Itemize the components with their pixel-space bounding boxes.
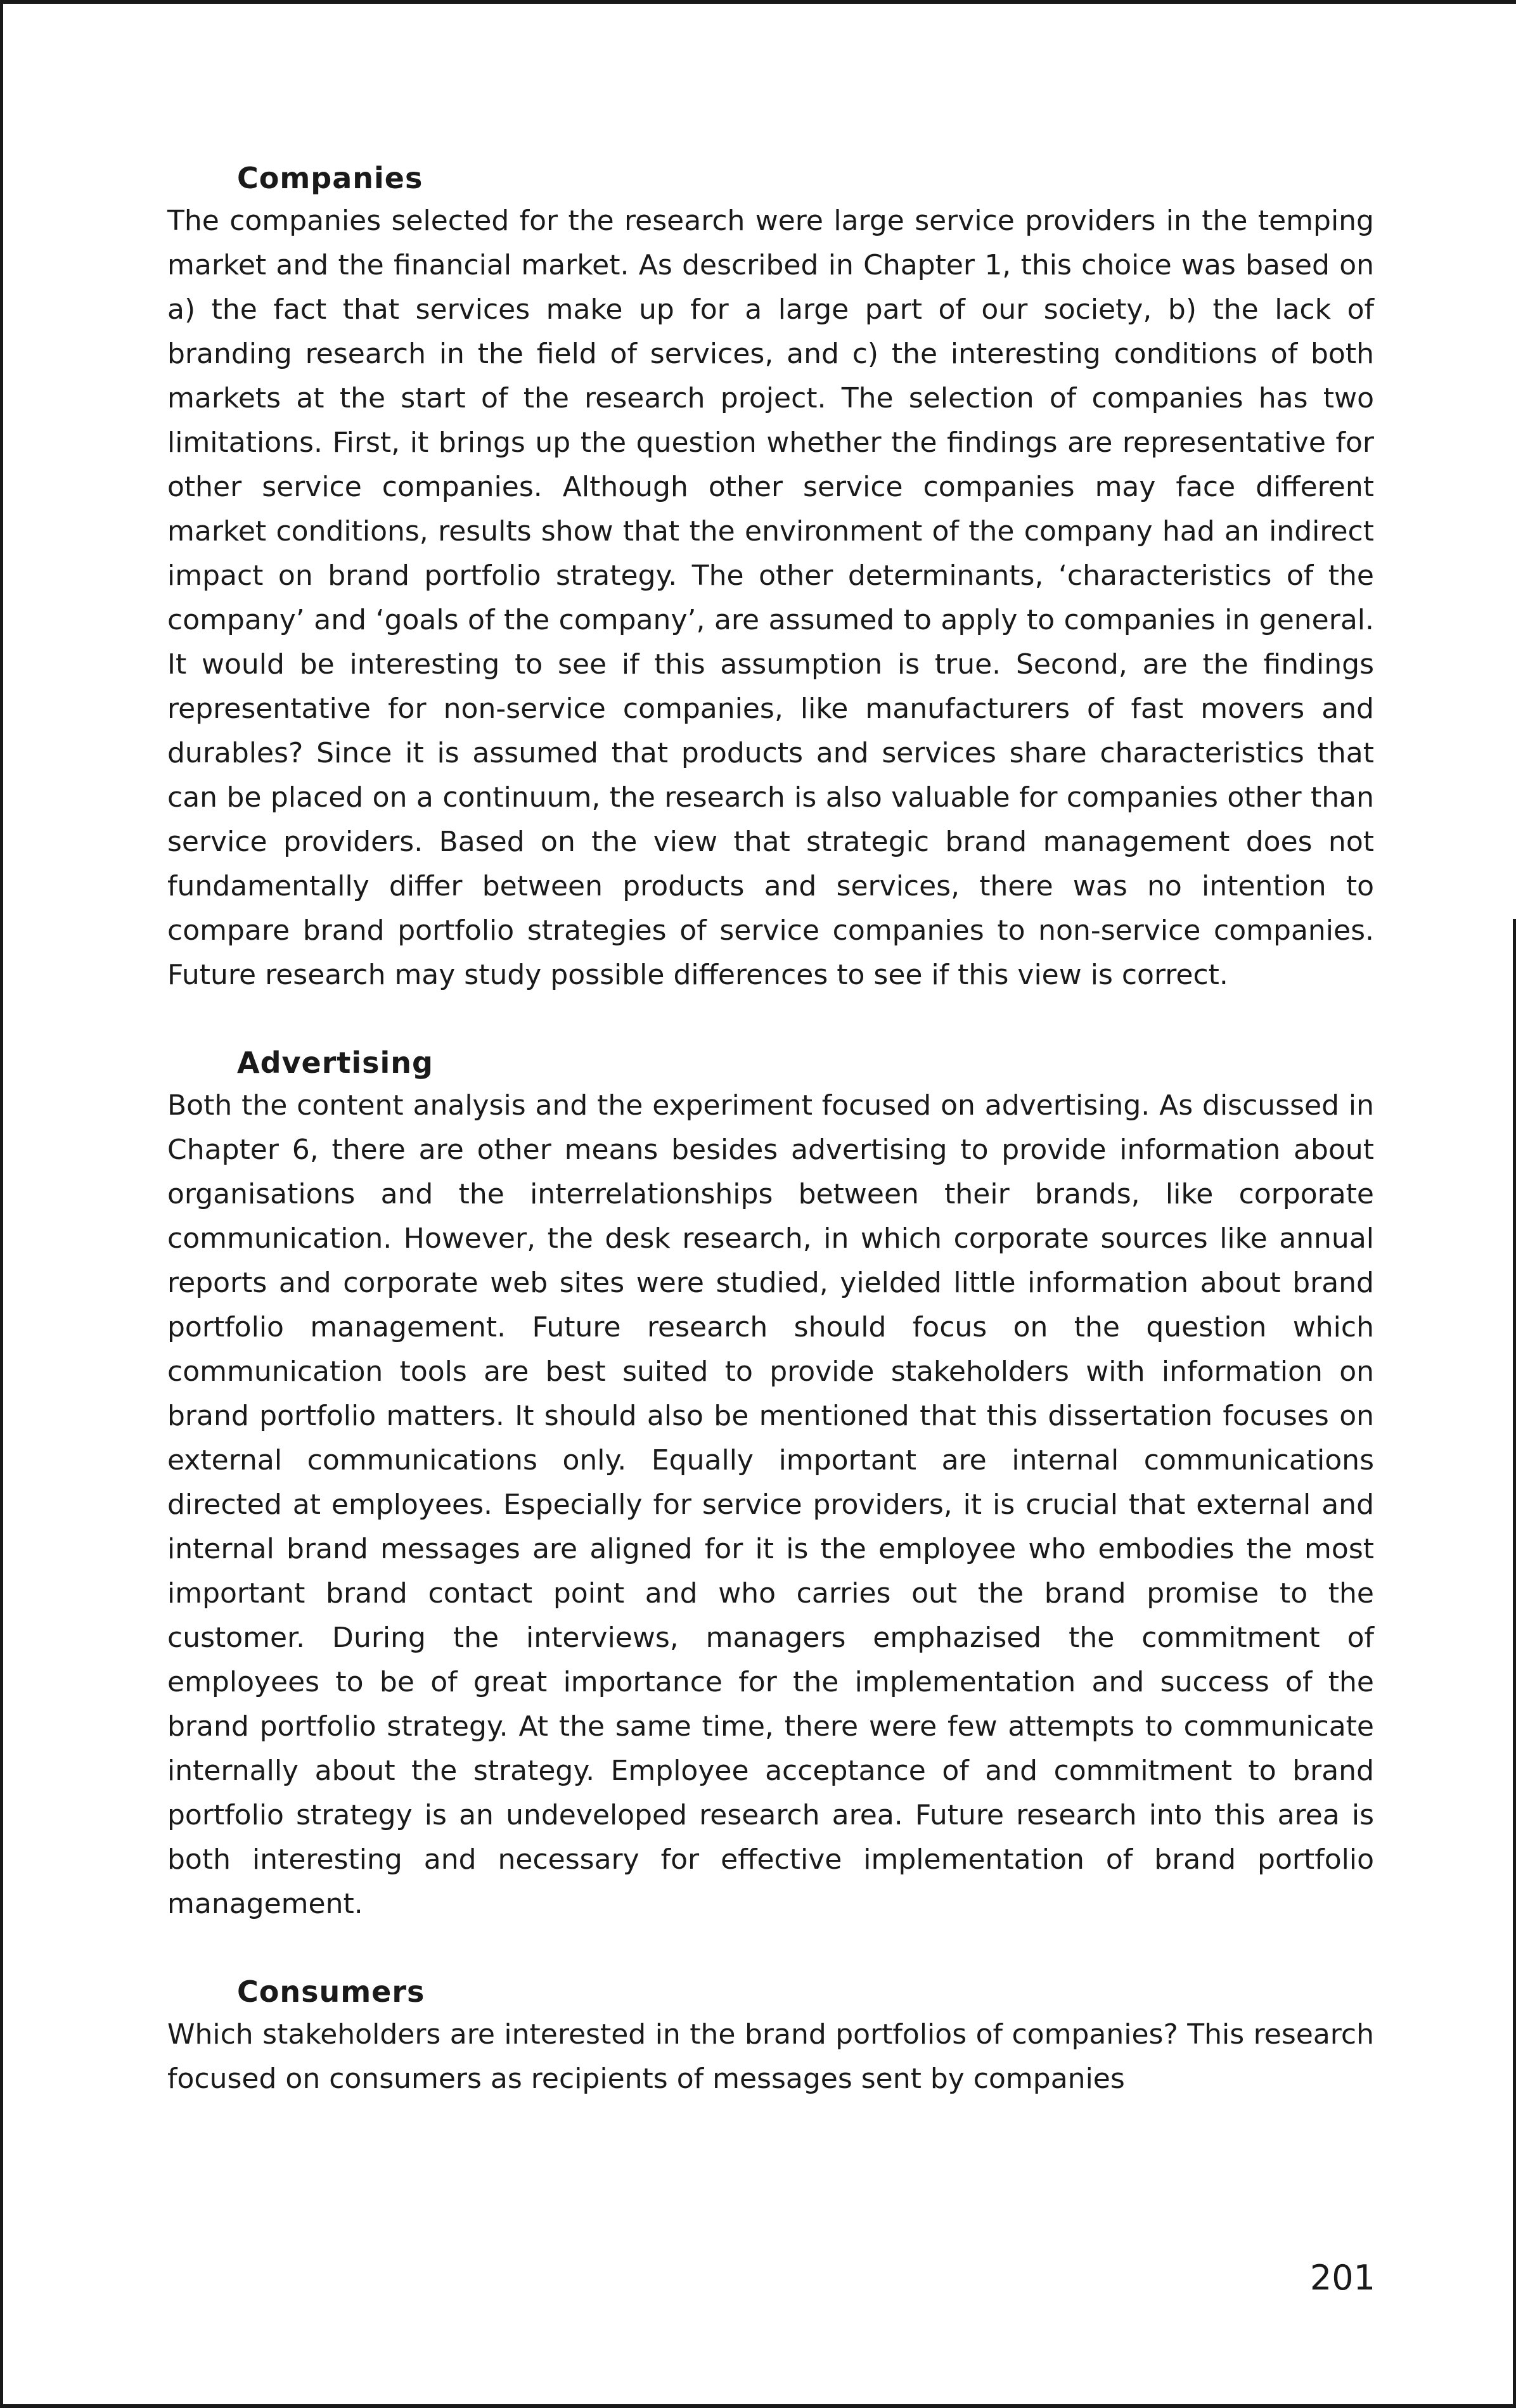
section-consumers: [167, 1971, 1374, 2101]
page-edge-left: [0, 0, 3, 2408]
section-heading: Advertising: [237, 1046, 434, 1080]
section-paragraph: Which stakeholders are interested in the brand portfolios of companies? This research focused on consumers as recipients of messages sent by companies: [167, 2018, 1374, 2095]
section-companies: [167, 157, 1374, 997]
page-edge-right: [1513, 919, 1516, 2408]
section-paragraph: Both the content analysis and the experiment focused on advertising. As discussed in Chapter 6, there are other means besides advertising to provide information about organisations and the interrelationships between their brands, like corporate communication. However, the desk research, in which corporate sources like annual reports and corporate web sites were studied, yielded little information about brand portfolio management. Future research should focus on the question which communication tools are best suited to provide stakeholders with information on brand portfolio matters. It should also be mentioned that this dissertation focuses on external communications only. Equally important are internal communications directed at employees. Especially for service providers, it is crucial that external and internal brand messages are aligned for it is the employee who embodies the most important brand contact point and who carries out the brand promise to the customer. During the interviews, managers emphazised the commitment of employees to be of great importance for the implementation and success of the brand portfolio strategy. At the same time, there were few attempts to communicate internally about the strategy. Employee acceptance of and commitment to brand portfolio strategy is an undeveloped research area. Future research into this area is both interesting and necessary for effective implementation of brand portfolio management.: [167, 1089, 1374, 1920]
section-heading: Companies: [237, 161, 423, 195]
page-edge-top: [0, 0, 1516, 4]
section-paragraph: The companies selected for the research were large service providers in the temping market and the financial market. As described in Chapter 1, this choice was based on a) the fact that services make up for a large part of our society, b) the lack of branding research in the field of services, and c) the interesting conditions of both markets at the start of the research project. The selection of companies has two limitations. First, it brings up the question whether the findings are representative for other service companies. Although other service companies may face different market conditions, results show that the environment of the company had an indirect impact on brand portfolio strategy. The other determinants, ‘characteristics of the company’ and ‘goals of the company’, are assumed to apply to companies in general. It would be interesting to see if this assumption is true. Second, are the findings representative for non-service companies, like manufacturers of fast movers and durables? Since it is assumed that products and services share characteristics that can be placed on a continuum, the research is also valuable for companies other than service providers. Based on the view that strategic brand management does not fundamentally differ between products and services, there was no intention to compare brand portfolio strategies of service companies to non-service companies. Future research may study possible differences to see if this view is correct.: [167, 205, 1374, 991]
section-advertising: [167, 1042, 1374, 1926]
section-heading: Consumers: [237, 1975, 425, 2009]
document-page: [167, 157, 1374, 2101]
page-number: 201: [1309, 2258, 1375, 2298]
page-edge-bottom: [0, 2404, 1516, 2408]
